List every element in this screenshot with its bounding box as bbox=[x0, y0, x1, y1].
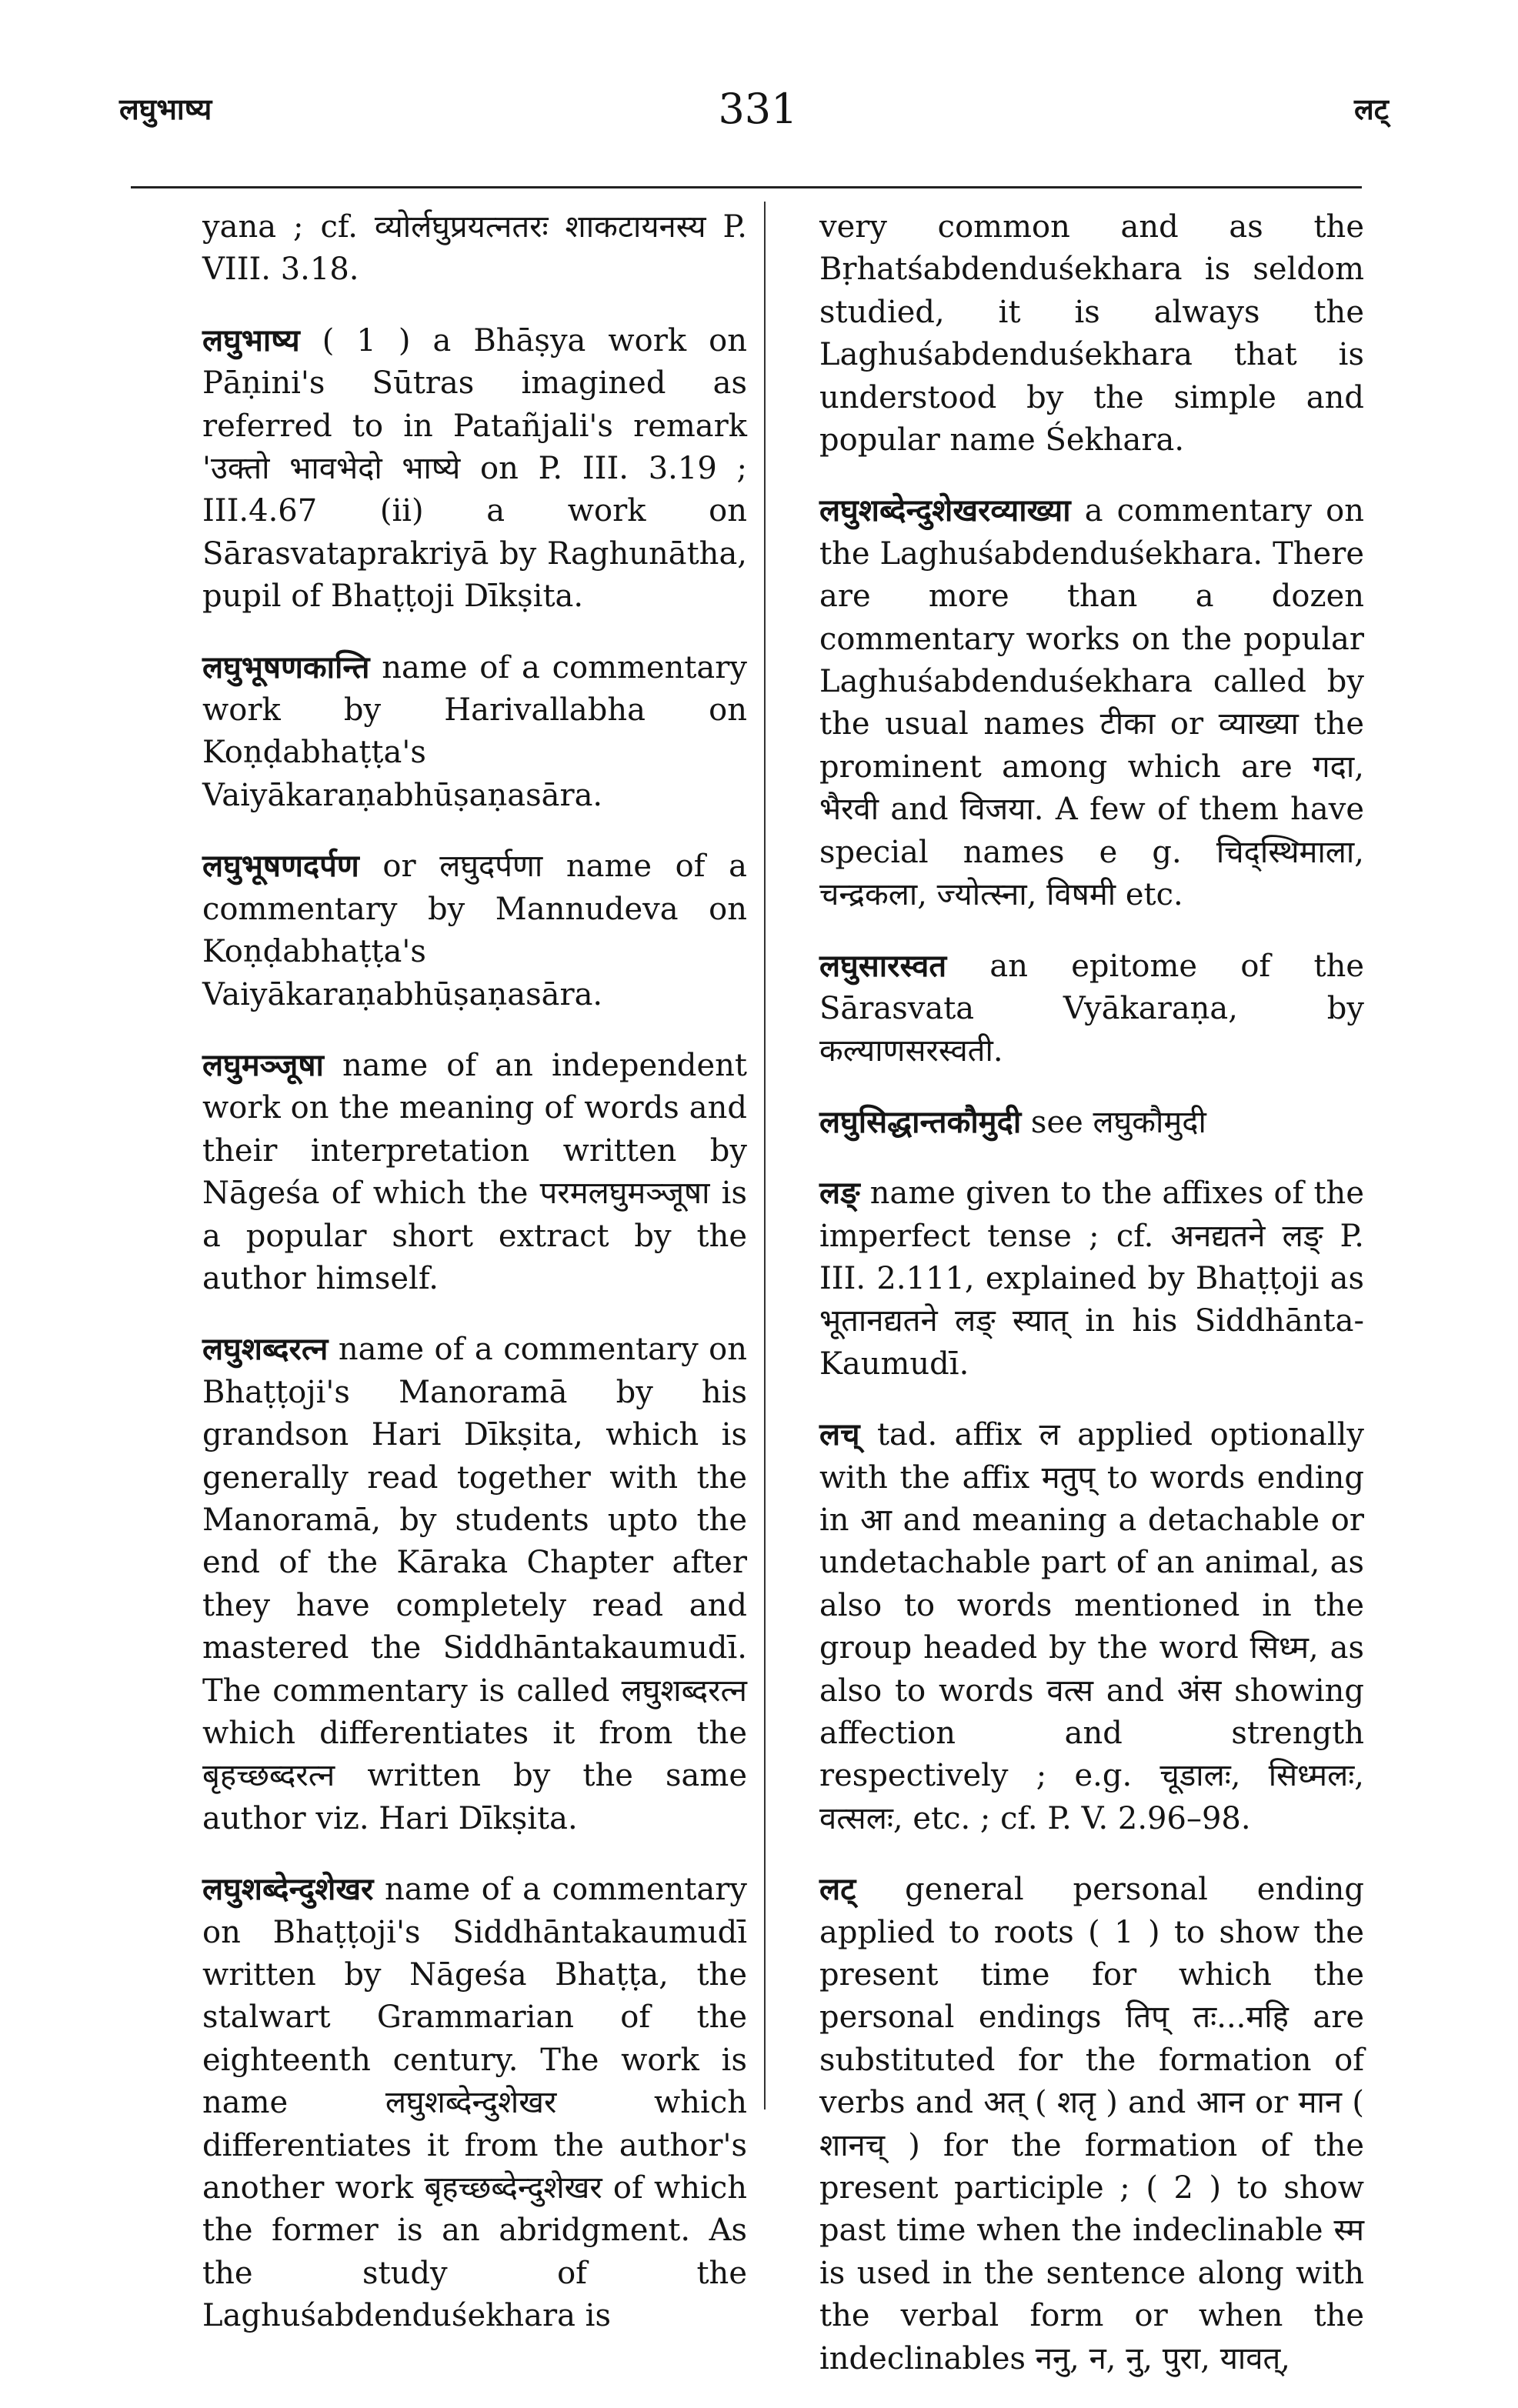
entry-text: very common and as the Bṛhatśabdenduśekhara is seldom studied, it is always the Laghuśabdenduśekhara that is understood by the simple and popular name Śekhara. bbox=[819, 209, 1364, 459]
entry-headword: लघुशब्देन्दुशेखर bbox=[202, 1871, 374, 1908]
entry-text: name of a commentary work by Harivallabha on Koṇḍabhaṭṭa's Vaiyākaraṇabhūṣaṇasāra. bbox=[202, 649, 747, 813]
entry-headword: लघुभाष्य bbox=[202, 322, 300, 359]
left-column bbox=[202, 206, 747, 2366]
running-head-right: लट् bbox=[1354, 92, 1389, 126]
right-column bbox=[819, 206, 1364, 2408]
entry-headword: लङ् bbox=[819, 1175, 860, 1212]
column-divider bbox=[764, 202, 766, 2110]
entry-headword: लट् bbox=[819, 1871, 856, 1908]
entry-text: see लघुकौमुदी bbox=[1030, 1104, 1206, 1140]
header-rule bbox=[131, 186, 1362, 188]
entry-text: name of a commentary on Bhaṭṭoji's Manoramā by his grandson Hari Dīkṣita, which is generally read together with the Manoramā, by students upto the end of the Kāraka Chapter after they have completely read and mastered the Siddhāntakaumudī. The commentary is called लघुशब्दरत्न which differentiates it from the बृहच्छब्दरत्न written by the same author viz. Hari Dīkṣita. bbox=[202, 1332, 747, 1836]
entry bbox=[202, 1044, 747, 1300]
running-head-left: लघुभाष्य bbox=[119, 92, 212, 126]
entry-headword: लघुभूषणकान्ति bbox=[202, 649, 370, 685]
entry bbox=[202, 646, 747, 818]
entry bbox=[819, 945, 1364, 1073]
entry-text: ( 1 ) a Bhāṣya work on Pāṇini's Sūtras imagined as referred to in Patañjali's remark 'उक्तो भावभेदो भाष्ये on P. III. 3.19 ; III.4.67 (ii) a work on Sārasvataprakriyā by Raghunātha, pupil of Bhaṭṭoji Dīkṣita. bbox=[202, 322, 748, 615]
entry bbox=[819, 1172, 1364, 1386]
entry-text: or लघुदर्पणा name of a commentary by Mannudeva on Koṇḍabhaṭṭa's Vaiyākaraṇabhūṣaṇasāra. bbox=[202, 849, 747, 1012]
entry bbox=[202, 319, 747, 619]
entry-text: tad. affix ल applied optionally with the affix मतुप् to words ending in आ and meaning a detachable or undetachable part of an animal, as also to words mentioned in the group headed by the word सिध्म, as also to words वत्स and अंस showing affection and strength respectively ; e.g. चूडालः, सिध्मलः, वत्सलः, etc. ; cf. P. V. 2.96–98. bbox=[819, 1417, 1364, 1836]
entry bbox=[202, 1328, 747, 1840]
entry bbox=[202, 206, 747, 292]
entry-text: name given to the affixes of the imperfect tense ; cf. अनद्यतने लङ् P. III. 2.111, explained by Bhaṭṭoji as भूतानद्यतने लङ् स्यात् in his Siddhānta-Kaumudī. bbox=[819, 1176, 1364, 1382]
entry bbox=[819, 489, 1364, 916]
entry-text: name of an independent work on the meaning of words and their interpretation written by Nāgeśa of which the परमलघुमञ्जूषा is a popular short extract by the author himself. bbox=[202, 1047, 747, 1296]
entry-headword: लघुशब्देन्दुशेखरव्याख्या bbox=[819, 492, 1071, 529]
page-number: 331 bbox=[718, 85, 798, 133]
entry-headword: लघुभूषणदर्पण bbox=[202, 848, 359, 885]
entry-text: an epitome of the Sārasvata Vyākaraṇa, by कल्याणसरस्वती. bbox=[819, 948, 1364, 1069]
entry bbox=[202, 845, 747, 1016]
entry bbox=[819, 1101, 1364, 1144]
entry bbox=[202, 1868, 747, 2337]
entry-headword: लच् bbox=[819, 1416, 860, 1453]
entry-headword: लघुसिद्धान्तकौमुदी bbox=[819, 1103, 1022, 1140]
entry-text: yana ; cf. व्योर्लघुप्रयत्नतरः शाकटायनस्य P. VIII. 3.18. bbox=[202, 209, 747, 288]
entry-text: name of a commentary on Bhaṭṭoji's Siddhāntakaumudī written by Nāgeśa Bhaṭṭa, the stalwart Grammarian of the eighteenth century. The work is name लघुशब्देन्दुशेखर which differentiates it from the author's another work बृहच्छब्देन्दुशेखर of which the former is an abridgment. As the study of the Laghuśabdenduśekhara is bbox=[202, 1872, 747, 2334]
entry-text: general personal ending applied to roots ( 1 ) to show the present time for which the personal endings तिप् तः...महि are substituted for the formation of verbs and अत् ( शतृ ) and आन or मान ( शानच् ) for the formation of the present participle ; ( 2 ) to show past time when the indeclinable स्म is used in the sentence along with the verbal form or when the indeclinables ननु, न, नु, पुरा, यावत्, bbox=[819, 1872, 1365, 2376]
entry bbox=[819, 1413, 1364, 1840]
entry-headword: लघुसारस्वत bbox=[819, 947, 947, 984]
entry-headword: लघुशब्दरत्न bbox=[202, 1331, 329, 1368]
entry-headword: लघुमञ्जूषा bbox=[202, 1046, 324, 1083]
entry-text: a commentary on the Laghuśabdenduśekhara. There are more than a dozen commentary works on the popular Laghuśabdenduśekhara called by the usual names टीका or व्याख्या the prominent among which are गदा, भैरवी and विजया. A few of them have special names e g. चिद्‌स्थिमाला, चन्द्रकला, ज्योत्स्ना, विषमी etc. bbox=[819, 493, 1364, 913]
entry bbox=[819, 1868, 1364, 2380]
entry bbox=[819, 206, 1364, 462]
